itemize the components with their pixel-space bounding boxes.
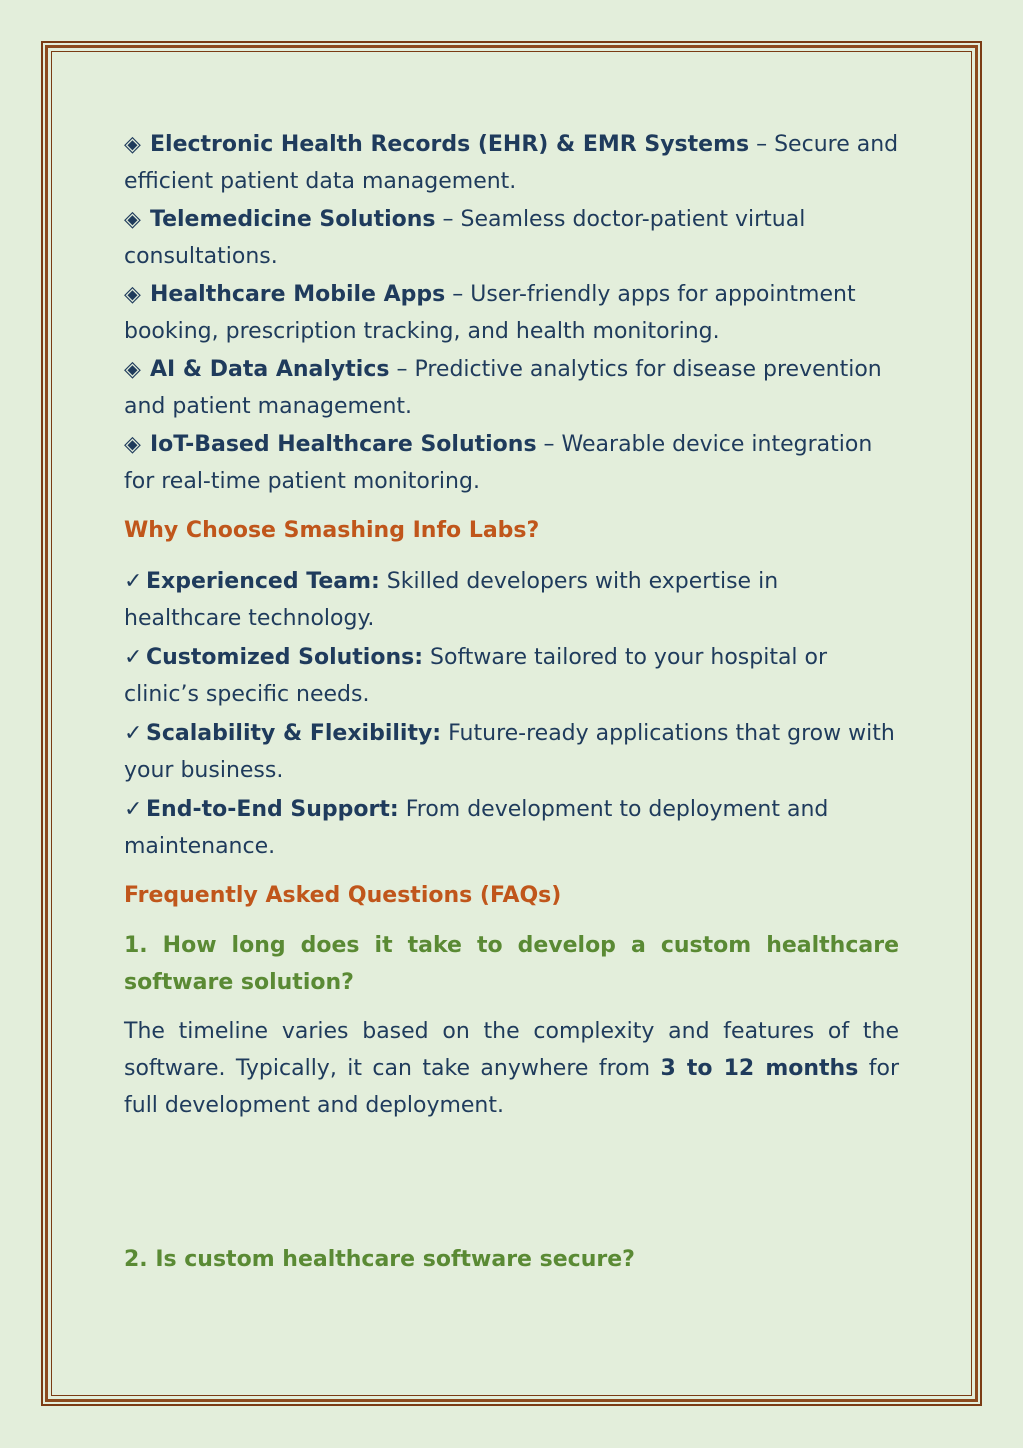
why-item-support <box>124 791 899 865</box>
why-item-description: From development to deployment and maintenance. <box>124 797 829 859</box>
service-title: IoT-Based Healthcare Solutions <box>150 432 537 457</box>
service-item-ehr: ◈ Electronic Health Records (EHR) & EMR Systems – Secure and efficient patient data management. <box>124 126 899 200</box>
service-description: User-friendly apps for appointment booking, prescription tracking, and health monitoring. <box>124 282 856 344</box>
diamond-icon: ◈ <box>124 357 141 382</box>
why-item-title: Customized Solutions: <box>146 645 424 670</box>
diamond-icon: ◈ <box>124 207 141 232</box>
service-title: Healthcare Mobile Apps <box>150 282 446 307</box>
service-title: Electronic Health Records (EHR) & EMR Systems <box>150 132 750 157</box>
timeline-highlight: 3 to 12 months <box>660 1056 859 1081</box>
why-item-scalability <box>124 715 899 789</box>
why-choose-heading: Why Choose Smashing Info Labs? <box>124 518 540 543</box>
service-description: Seamless doctor-patient virtual consultations. <box>124 207 806 269</box>
check-icon: ✓ <box>124 721 143 746</box>
service-title: Telemedicine Solutions <box>150 207 436 232</box>
why-item-description: Skilled developers with expertise in healthcare technology. <box>124 569 779 631</box>
service-description: Predictive analytics for disease prevention and patient management. <box>124 357 882 419</box>
why-item-description: Future-ready applications that grow with your business. <box>124 721 895 783</box>
why-item-title: Experienced Team: <box>146 569 380 594</box>
why-item-team <box>124 563 899 637</box>
service-description: Secure and efficient patient data management. <box>124 132 899 194</box>
diamond-icon: ◈ <box>124 432 141 457</box>
service-item-iot: ◈ IoT-Based Healthcare Solutions – Wearable device integration for real-time patient monitoring. <box>124 426 899 500</box>
why-item-customized <box>124 639 899 713</box>
service-title: AI & Data Analytics <box>150 357 390 382</box>
why-item-title: End-to-End Support: <box>146 797 399 822</box>
faq-question-2: 2. Is custom healthcare software secure? <box>124 1247 635 1272</box>
check-icon: ✓ <box>124 645 143 670</box>
service-description: Wearable device integration for real-time patient monitoring. <box>124 432 873 494</box>
diamond-icon: ◈ <box>124 282 141 307</box>
faq-question-1: 1. How long does it take to develop a custom healthcare software solution? <box>124 933 899 995</box>
why-list <box>124 563 899 865</box>
why-item-description: Software tailored to your hospital or clinic’s specific needs. <box>124 645 828 707</box>
check-icon: ✓ <box>124 569 143 594</box>
document-content <box>124 126 899 1278</box>
faq-heading: Frequently Asked Questions (FAQs) <box>124 883 562 908</box>
check-icon: ✓ <box>124 797 143 822</box>
services-list <box>124 126 899 500</box>
service-item-mobile-apps: ◈ Healthcare Mobile Apps – User-friendly apps for appointment booking, prescription tracking, and health monitoring. <box>124 276 899 350</box>
service-item-ai-analytics: ◈ AI & Data Analytics – Predictive analytics for disease prevention and patient management. <box>124 351 899 425</box>
why-item-title: Scalability & Flexibility: <box>146 721 442 746</box>
diamond-icon: ◈ <box>124 132 141 157</box>
service-item-telemedicine: ◈ Telemedicine Solutions – Seamless doctor-patient virtual consultations. <box>124 201 899 275</box>
faq-answer-1: The timeline varies based on the complexity and features of the software. Typically, it can take anywhere from 3 to 12 months for full development and deployment. <box>124 1019 899 1118</box>
